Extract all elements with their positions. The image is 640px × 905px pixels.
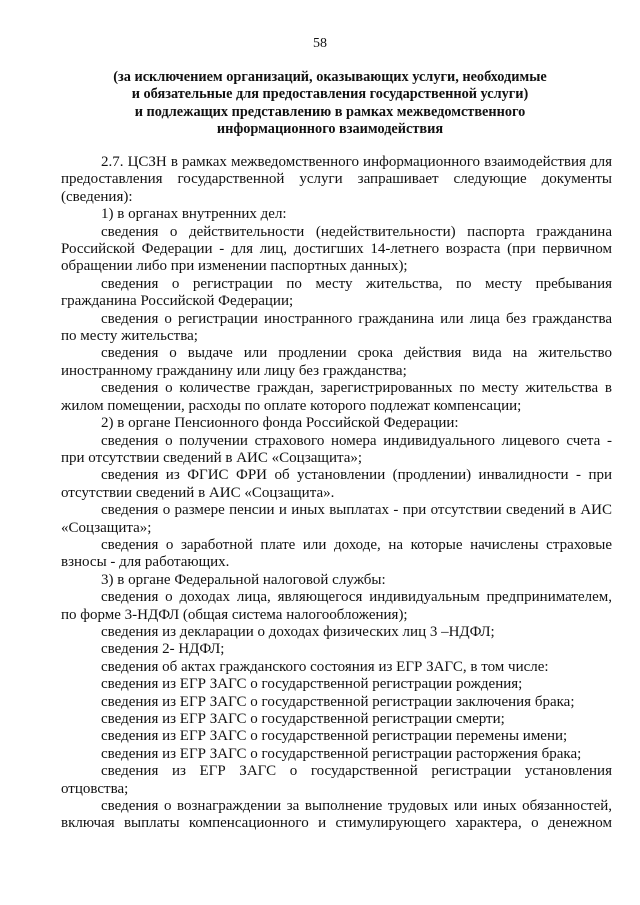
paragraph: сведения о действительности (недействительности) паспорта гражданина Российской Федерации - для лиц, достигших 14-летнего возраста (при первичном обращении либо при изменении паспортных данных); xyxy=(61,223,612,275)
paragraph: сведения о размере пенсии и иных выплатах - при отсутствии сведений в АИС «Соцзащита»; xyxy=(61,502,612,536)
paragraph: сведения из ЕГР ЗАГС о государственной регистрации перемены имени; xyxy=(101,728,568,745)
paragraph: сведения из ЕГР ЗАГС о государственной регистрации смерти; xyxy=(101,711,505,727)
heading-line: информационного взаимодействия xyxy=(216,121,444,138)
paragraph: сведения 2- НДФЛ; xyxy=(101,641,225,658)
paragraph: 3) в органе Федеральной налоговой службы: xyxy=(101,571,386,588)
paragraph: сведения из ЕГР ЗАГС о государственной регистрации заключения брака; xyxy=(101,693,575,710)
heading-line: (за исключением организаций, оказывающих услуги, необходимые xyxy=(113,69,547,85)
paragraph: 2.7. ЦСЗН в рамках межведомственного информационного взаимодействия для предоставления государственной услуги запрашивает следующие документы (сведения): xyxy=(61,154,612,205)
page-number: 58 xyxy=(313,36,327,51)
paragraph: сведения о вознаграждении за выполнение трудовых или иных обязанностей, включая выплаты компенсационного и стимулирующего характера, о денежном xyxy=(61,798,612,832)
heading-line: и подлежащих представлению в рамках межведомственного xyxy=(134,103,526,120)
paragraph: сведения из ЕГР ЗАГС о государственной регистрации рождения; xyxy=(101,676,523,693)
paragraph: сведения о количестве граждан, зарегистрированных по месту жительства в жилом помещении, расходы по оплате которого подлежат компенсации; xyxy=(61,380,612,414)
paragraph: сведения из ЕГР ЗАГС о государственной регистрации расторжения брака; xyxy=(101,745,582,762)
paragraph: сведения о выдаче или продлении срока действия вида на жительство иностранному гражданину или лицу без гражданства; xyxy=(61,345,612,379)
paragraph: сведения о регистрации по месту жительства, по месту пребывания гражданина Российской Федерации; xyxy=(61,275,612,310)
paragraph: 1) в органах внутренних дел: xyxy=(101,206,287,223)
paragraph: сведения о заработной плате или доходе, на которые начислены страховые взносы - для работающих. xyxy=(61,536,612,571)
paragraph: сведения о доходах лица, являющегося индивидуальным предпринимателем, по форме 3-НДФЛ (общая система налогообложения); xyxy=(61,589,612,623)
paragraph: сведения из ФГИС ФРИ об установлении (продлении) инвалидности - при отсутствии сведений в АИС «Соцзащита». xyxy=(61,467,612,501)
heading-line: и обязательные для предоставления государственной услуги) xyxy=(131,86,529,103)
paragraph: 2) в органе Пенсионного фонда Российской Федерации: xyxy=(101,415,459,432)
paragraph: сведения из декларации о доходах физических лиц 3 –НДФЛ; xyxy=(101,623,495,640)
paragraph: сведения об актах гражданского состояния из ЕГР ЗАГС, в том числе: xyxy=(101,658,549,675)
document-body xyxy=(61,154,612,833)
section-heading xyxy=(60,69,600,139)
paragraph: сведения о регистрации иностранного гражданина или лица без гражданства по месту жительства; xyxy=(61,310,612,345)
paragraph: сведения о получении страхового номера индивидуального лицевого счета - при отсутствии сведений в АИС «Соцзащита»; xyxy=(61,432,612,466)
paragraph: сведения из ЕГР ЗАГС о государственной регистрации установления отцовства; xyxy=(61,763,612,797)
